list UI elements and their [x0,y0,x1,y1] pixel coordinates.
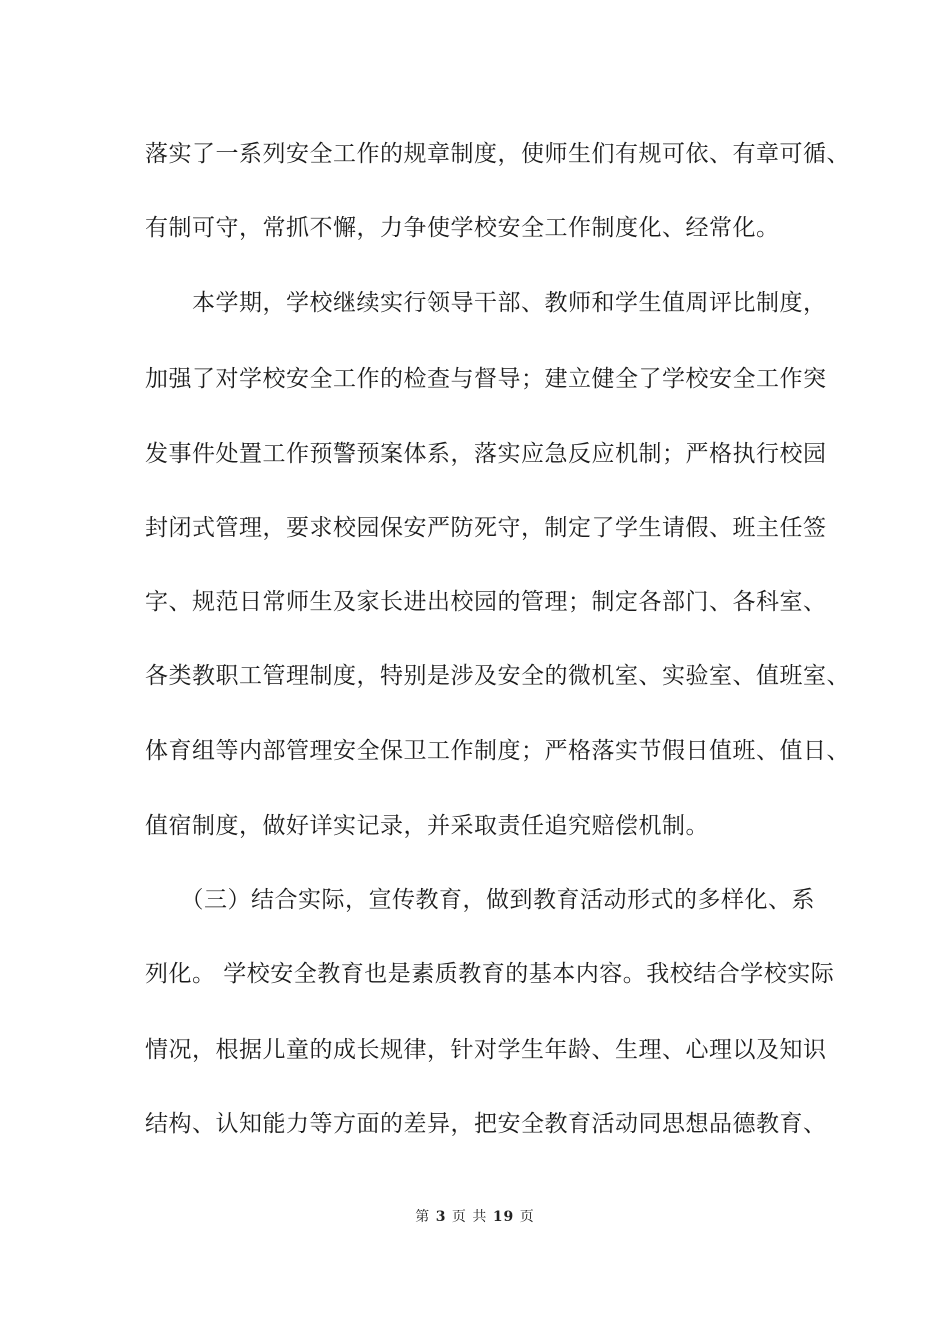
body-text-line: 情况，根据儿童的成长规律，针对学生年龄、生理、心理以及知识 [145,1037,827,1063]
body-text-line: 落实了一系列安全工作的规章制度，使师生们有规可依、有章可循、 [145,141,850,167]
body-text-line: 字、规范日常师生及家长进出校园的管理；制定各部门、各科室、 [145,589,827,615]
body-text-line: 值宿制度，做好详实记录，并采取责任追究赔偿机制。 [145,813,709,839]
body-text-line: 体育组等内部管理安全保卫工作制度；严格落实节假日值班、值日、 [145,738,850,764]
total-page-count: 19 [492,1209,515,1225]
body-text-line: 本学期，学校继续实行领导干部、教师和学生值周评比制度， [145,290,827,316]
footer-middle: 页 共 [451,1209,488,1225]
body-text-line: 列化。 学校安全教育也是素质教育的基本内容。我校结合学校实际 [145,961,835,987]
body-text-line: 封闭式管理，要求校园保安严防死守，制定了学生请假、班主任签 [145,515,827,541]
body-text-line: 加强了对学校安全工作的检查与督导；建立健全了学校安全工作突 [145,366,827,392]
footer-suffix: 页 [519,1209,535,1225]
body-text-line: 发事件处置工作预警预案体系，落实应急反应机制；严格执行校园 [145,441,827,467]
body-text-line: 各类教职工管理制度，特别是涉及安全的微机室、实验室、值班室、 [145,663,850,689]
footer-prefix: 第 [415,1209,431,1225]
body-text-line: （三）结合实际，宣传教育，做到教育活动形式的多样化、系 [145,887,815,913]
current-page-number: 3 [435,1209,447,1225]
body-text-line: 有制可守，常抓不懈，力争使学校安全工作制度化、经常化。 [145,215,780,241]
body-text-line: 结构、认知能力等方面的差异，把安全教育活动同思想品德教育、 [145,1111,827,1137]
page-footer [0,1208,950,1226]
